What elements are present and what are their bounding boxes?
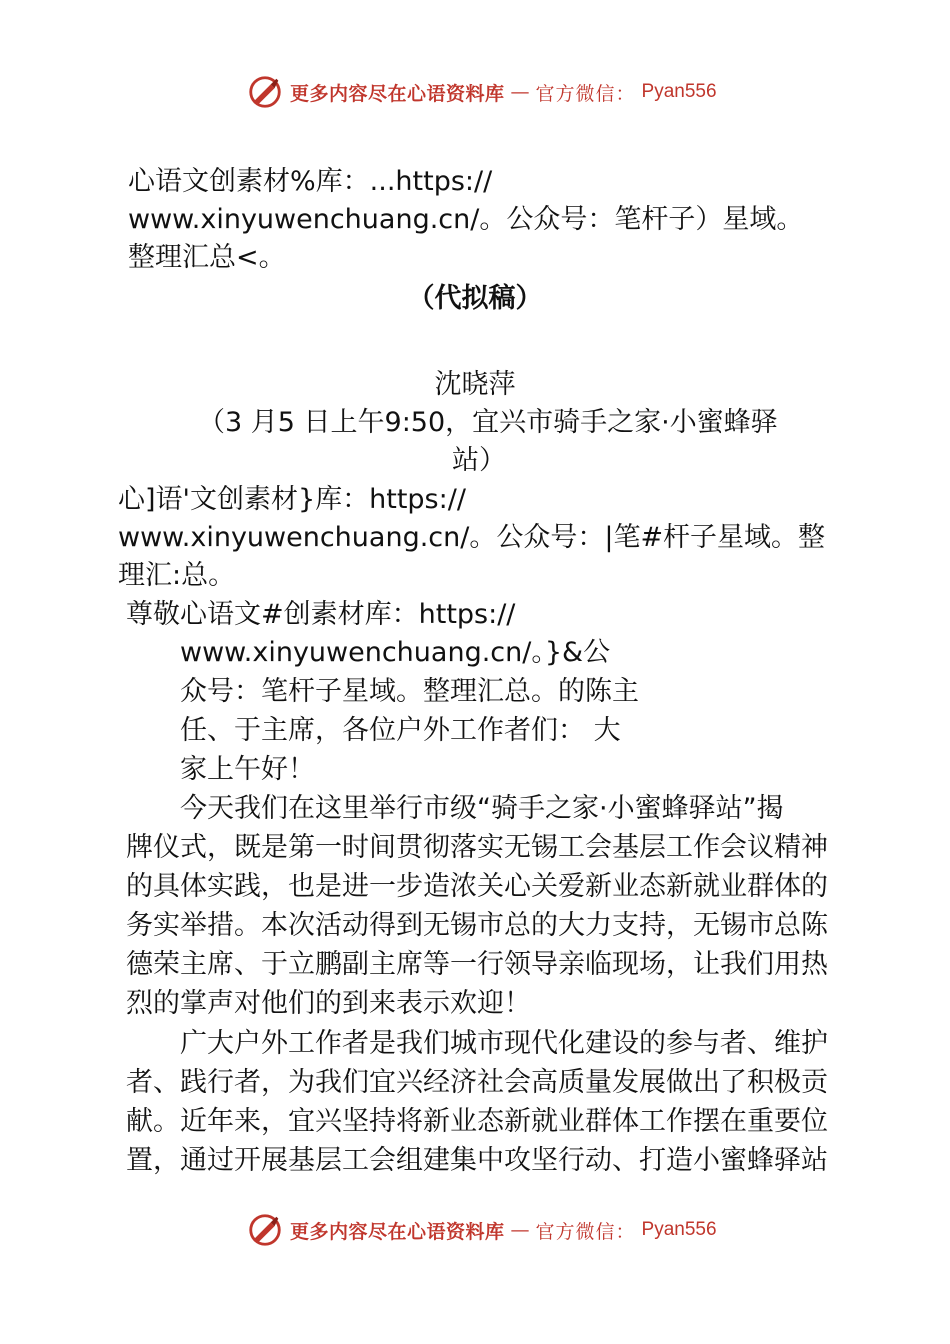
watermark-separator: —	[510, 1219, 530, 1241]
watermark-contact-label: 官方微信：	[535, 1220, 636, 1243]
watermark-contact-id: Pyan556	[641, 81, 717, 102]
date-location-line-2: 站）	[452, 445, 506, 476]
paragraph-1-line-6: 烈的掌声对他们的到来表示欢迎！	[126, 988, 531, 1019]
notice-line-1: 心]语'文创素材}库：https://	[118, 484, 466, 515]
salutation-line-1: 尊敬心语文#创素材库：https://	[126, 599, 516, 630]
paragraph-2-line-4: 置，通过开展基层工会组建集中攻坚行动、打造小蜜蜂驿站	[126, 1145, 828, 1176]
pen-logo-icon	[246, 73, 284, 111]
watermark-separator: —	[510, 81, 530, 103]
notice-line-2: www.xinyuwenchuang.cn/。公众号：|笔#杆子星域。整	[118, 522, 826, 553]
paragraph-1-line-2: 牌仪式，既是第一时间贯彻落实无锡工会基层工作会议精神	[126, 832, 828, 863]
salutation-line-3: 众号：笔杆子星域。整理汇总。的陈主	[180, 676, 639, 707]
salutation-line-5: 家上午好！	[180, 754, 315, 785]
paragraph-2-line-3: 献。近年来，宜兴坚持将新业态新就业群体工作摆在重要位	[126, 1106, 828, 1137]
date-location-line-1: （3 月5 日上午9:50，宜兴市骑手之家·小蜜蜂驿	[198, 407, 778, 438]
author-name: 沈晓萍	[434, 369, 516, 400]
header-watermark	[246, 72, 717, 112]
paragraph-1-line-3: 的具体实践，也是进一步造浓关心关爱新业态新就业群体的	[126, 871, 828, 902]
header-note-line-3: 整理汇总<。	[128, 242, 286, 273]
paragraph-1-line-4: 务实举措。本次活动得到无锡市总的大力支持，无锡市总陈	[126, 910, 828, 941]
paragraph-1-line-1: 今天我们在这里举行市级“骑手之家·小蜜蜂驿站”揭	[180, 793, 784, 824]
header-note-line-2: www.xinyuwenchuang.cn/。公众号：笔杆子）星域。	[128, 204, 804, 235]
subtitle: （代拟稿）	[407, 283, 543, 314]
salutation-line-2: www.xinyuwenchuang.cn/。}&公	[180, 637, 611, 668]
pen-logo-icon	[246, 1211, 284, 1249]
paragraph-1-line-5: 德荣主席、于立鹏副主席等一行领导亲临现场，让我们用热	[126, 949, 828, 980]
watermark-text: 更多内容尽在心语资料库	[290, 1220, 505, 1243]
footer-watermark	[246, 1210, 717, 1250]
header-note-line-1: 心语文创素材%库：...https://	[128, 166, 493, 197]
notice-line-3: 理汇:总。	[118, 560, 236, 591]
paragraph-2-line-1: 广大户外工作者是我们城市现代化建设的参与者、维护	[180, 1028, 828, 1059]
paragraph-2-line-2: 者、践行者，为我们宜兴经济社会高质量发展做出了积极贡	[126, 1067, 828, 1098]
watermark-contact-id: Pyan556	[641, 1219, 717, 1240]
watermark-contact-label: 官方微信：	[535, 82, 636, 105]
watermark-text: 更多内容尽在心语资料库	[290, 82, 505, 105]
salutation-line-4: 任、于主席，各位户外工作者们： 大	[180, 715, 621, 746]
